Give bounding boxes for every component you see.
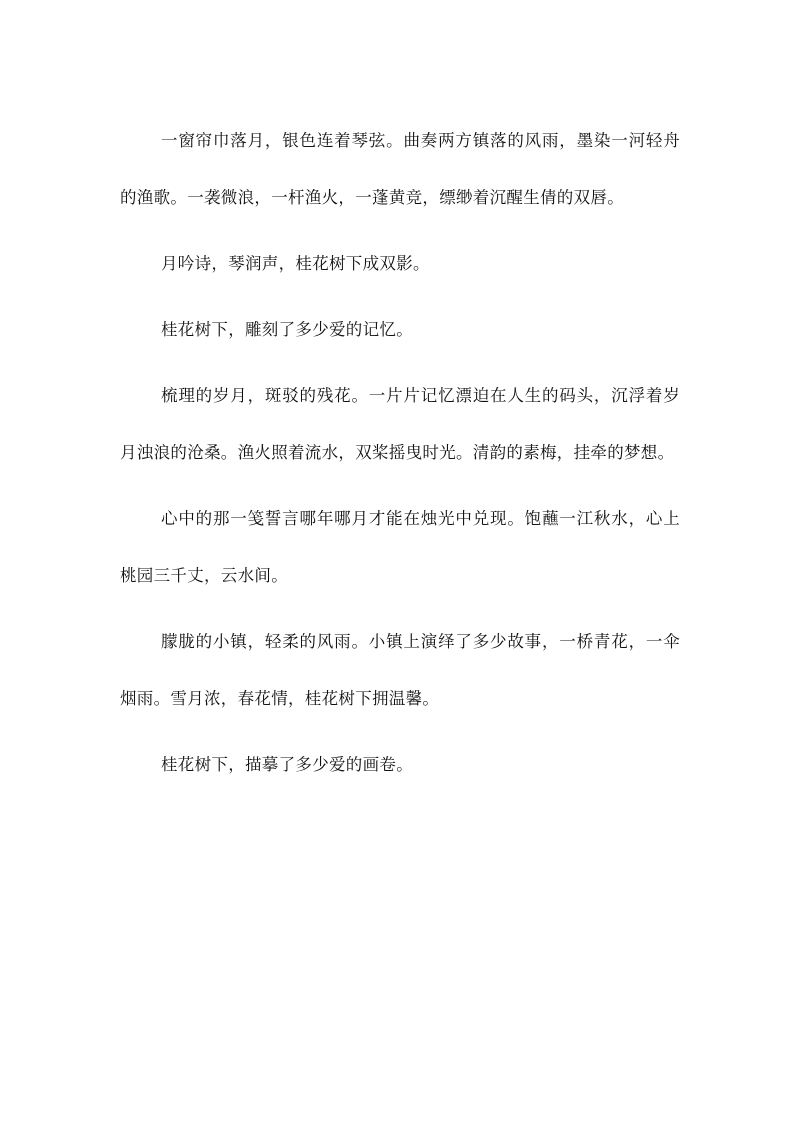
document-body	[120, 112, 680, 802]
paragraph-1: 一窗帘巾落月，银色连着琴弦。曲奏两方镇落的风雨，墨染一河轻舟的渔歌。一袭微浪，一杆渔火，一蓬黄竞，缥缈着沉醒生倩的双唇。	[120, 131, 680, 207]
paragraph-3: 桂花树下，雕刻了多少爱的记忆。	[161, 320, 413, 339]
paragraph-6: 朦胧的小镇，轻柔的风雨。小镇上演绎了多少故事，一桥青花，一伞烟雨。雪月浓，春花情，桂花树下拥温馨。	[120, 632, 680, 708]
paragraph-5: 心中的那一笺誓言哪年哪月才能在烛光中兑现。饱蘸一江秋水，心上桃园三千丈，云水间。	[120, 509, 680, 585]
paragraph-2: 月吟诗，琴润声，桂花树下成双影。	[161, 254, 430, 273]
paragraph-7: 桂花树下，描摹了多少爱的画卷。	[161, 755, 413, 774]
paragraph-4: 梳理的岁月，斑驳的残花。一片片记忆漂迫在人生的码头，沉浮着岁月浊浪的沧桑。渔火照着流水，双桨摇曳时光。清韵的素梅，挂牵的梦想。	[120, 386, 680, 462]
